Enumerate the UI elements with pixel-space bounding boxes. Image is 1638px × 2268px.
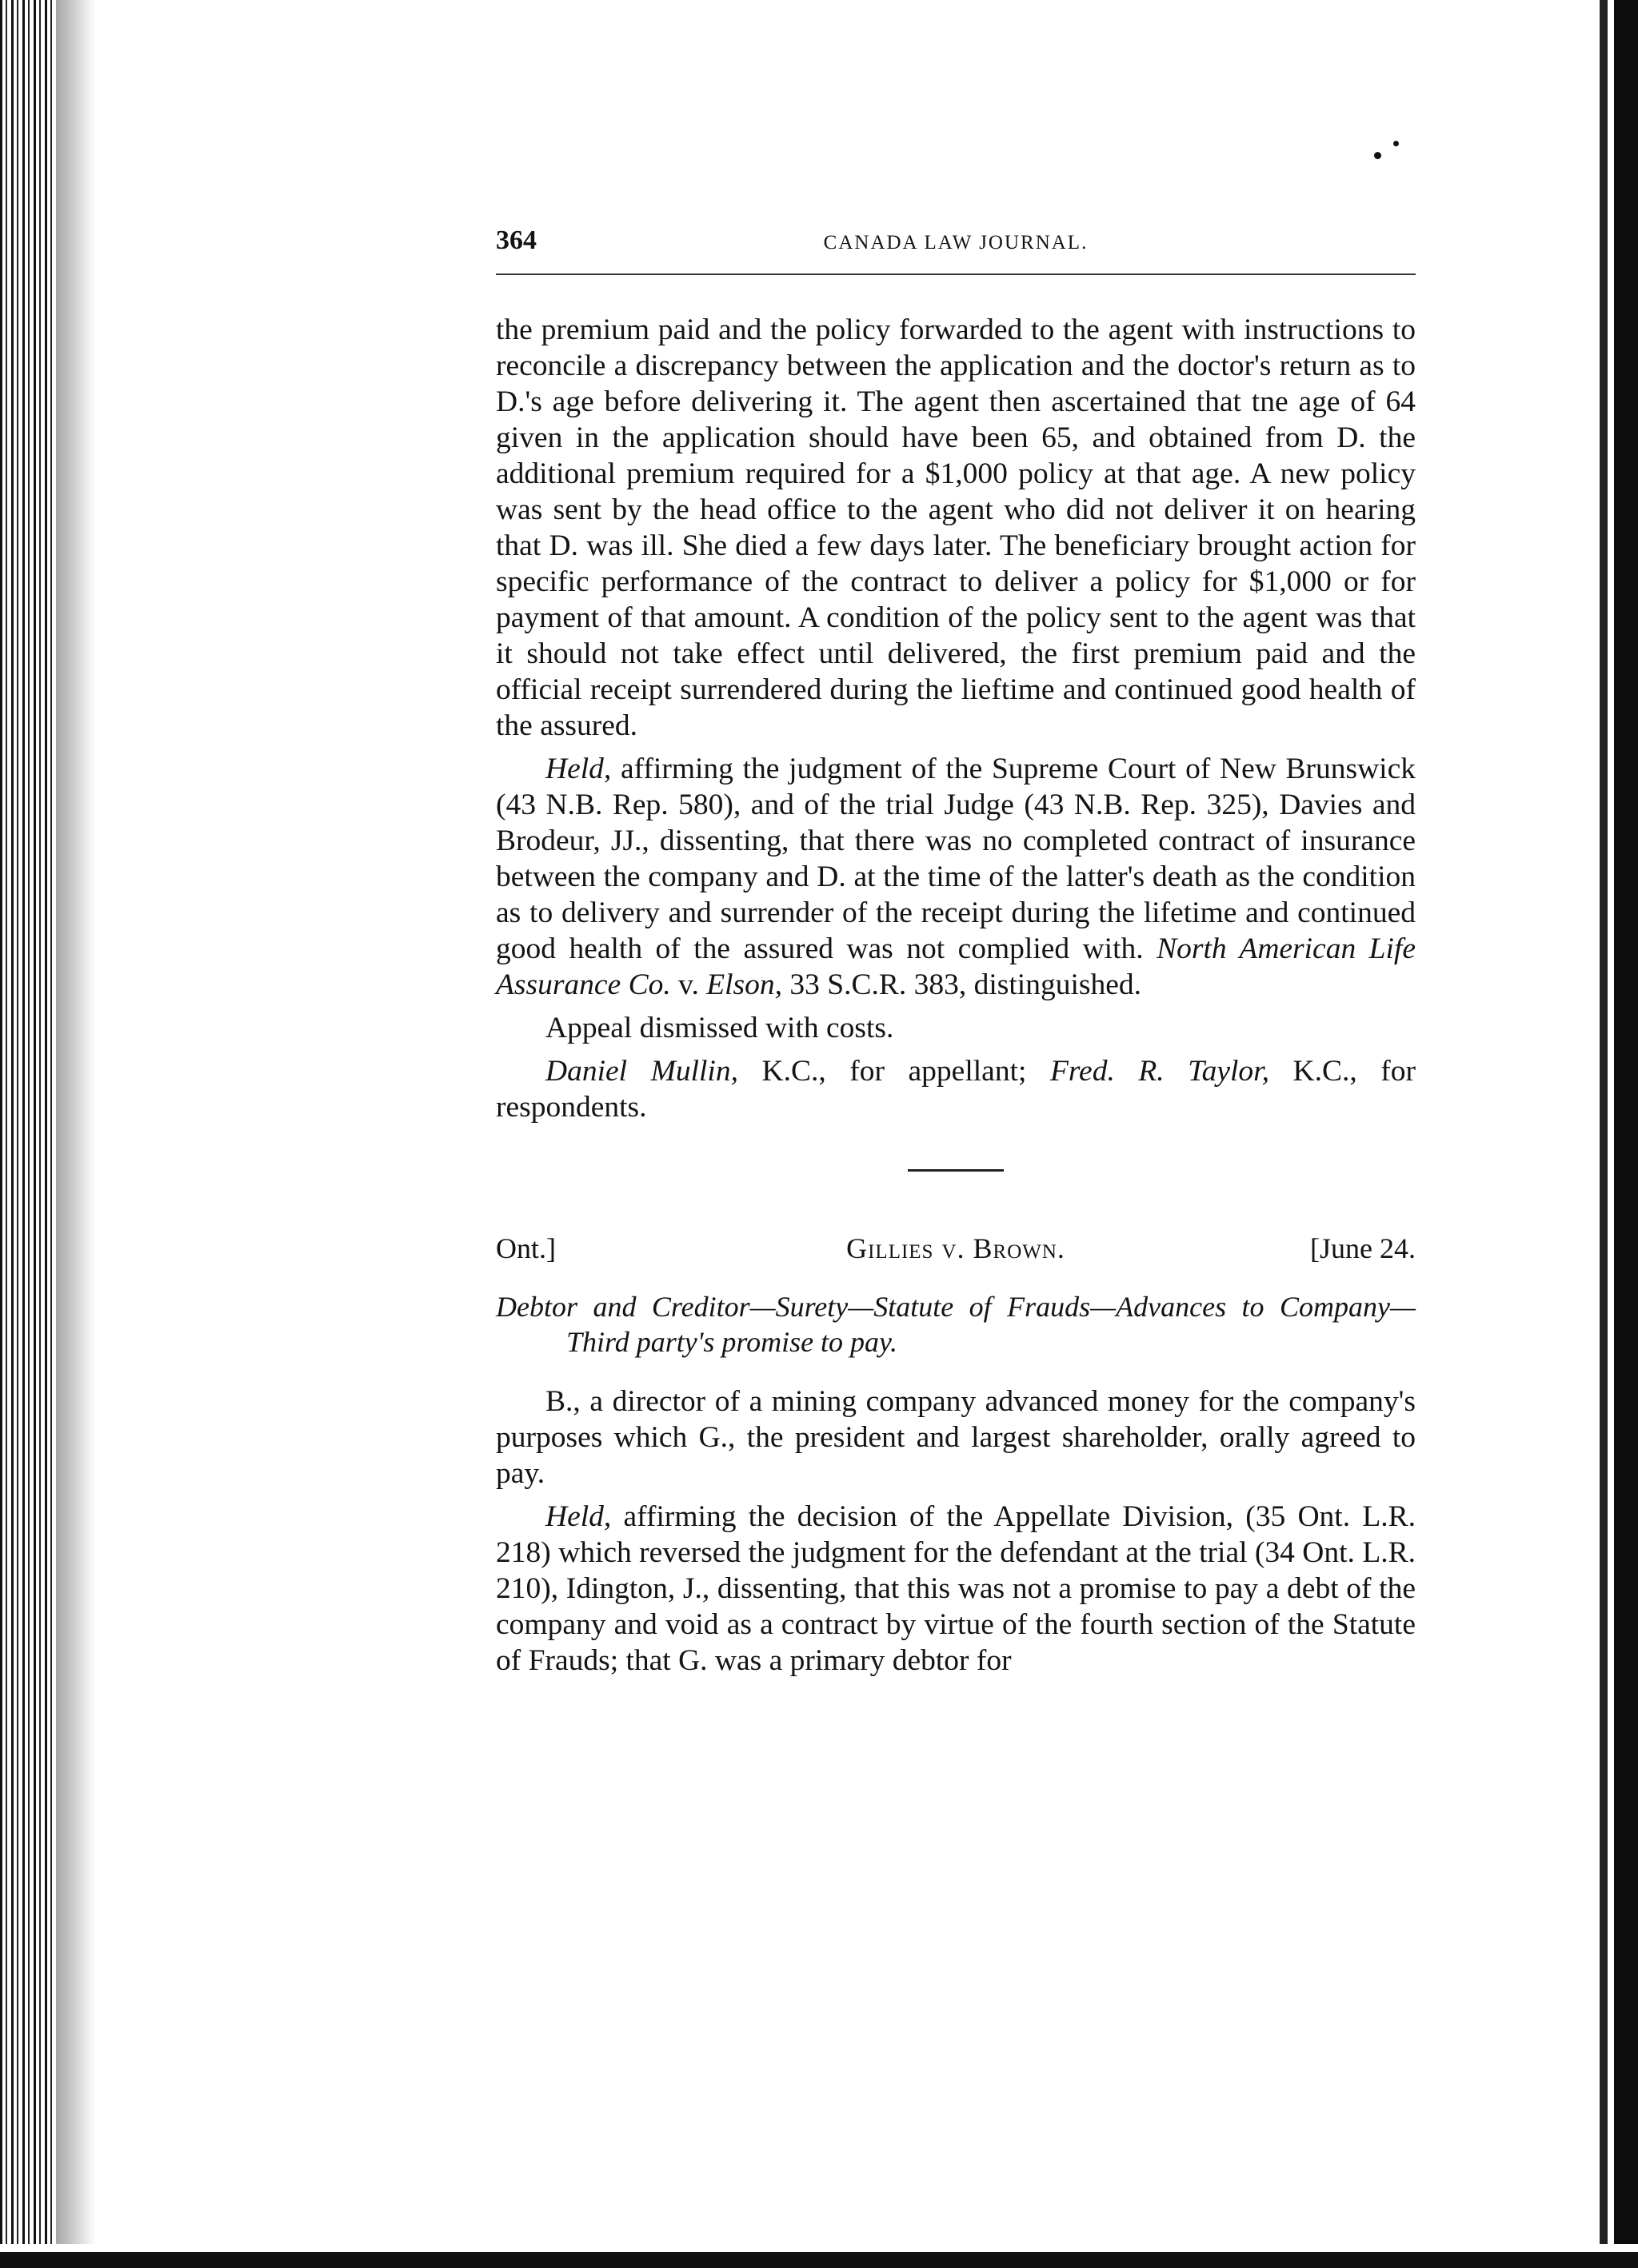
case2-held-text: affirming the decision of the Appellate Division, (35 Ont. L.R. 218) which reversed the judgment for the defendant at the trial (34 Ont. L.R. 210), Idington, J., dissenting, that this was not a promise to pay a debt of the company and void as a contract by virtue of the fourth section of the Statute of Frauds; that G. was a primary debtor for [496,1500,1416,1677]
case2-held-label: Held, [545,1500,612,1533]
case-report-2 [496,1384,1416,1679]
journal-title: CANADA LAW JOURNAL. [823,232,1089,254]
case2-held-paragraph [496,1499,1416,1679]
case2-heading [496,1232,1416,1272]
case-report-1 [496,312,1416,1125]
counsel-respondent-role: K.C., for respondents. [496,1055,1416,1124]
counsel-appellant-role: K.C., for appellant; [737,1055,1050,1088]
scan-bottom-edge [0,2244,1638,2268]
case2-court: Ont.] [496,1232,556,1264]
running-head [496,216,1416,272]
case1-held-label: Held, [545,753,612,785]
case1-facts-paragraph: the premium paid and the policy forwarded to the agent with instructions to reconcile a discrepancy between the application and the doctor's return as to D.'s age before delivering it. The agent then ascertained that tne age of 64 given in the application should have been 65, and obtained from D. the additional premium required for a $1,000 policy at that age. A new policy was sent by the head office to the agent who did not deliver it on hearing that D. was ill. She died a few days later. The beneficiary brought action for specific performance of the contract to deliver a policy for $1,000 or for payment of that amount. A condition of the policy sent to the agent was that it should not take effect until delivered, the first premium paid and the official receipt surrendered during the lieftime and continued good health of the assured. [496,313,1416,742]
case1-disposition: Appeal dismissed with costs. [545,1012,894,1044]
header-rule [496,274,1416,275]
case2-name: Gillies v. Brown. [846,1232,1065,1264]
case1-cited-case: North American Life Assurance Co. [496,932,1416,1001]
scan-left-shadow [56,0,96,2268]
case2-facts-paragraph: B., a director of a mining company advanced money for the company's purposes which G., the president and largest shareholder, orally agreed to pay. [496,1385,1416,1490]
counsel-appellant-name: Daniel Mullin, [545,1055,738,1088]
scan-speck [1374,152,1381,159]
scan-right-edge-inner [1600,0,1608,2268]
case2-headnote: Debtor and Creditor—Surety—Statute of Frauds—Advances to Company—Third party's promise to pay. [496,1291,1416,1358]
case1-cited-party: Elson, [706,968,782,1001]
case1-citation-tail: 33 S.C.R. 383, distinguished. [782,968,1142,1001]
case1-held-text: affirming the judgment of the Supreme Court of New Brunswick (43 N.B. Rep. 580), and of the trial Judge (43 N.B. Rep. 325), Davies and Brodeur, JJ., dissenting, that there was no completed contract of insurance between the company and D. at the time of the latter's death as the condition as to delivery and surrender of the receipt during the lifetime and continued good health of the assured was not complied with. [496,753,1416,965]
scan-left-binding-edge [0,0,56,2268]
scan-speck [1393,141,1399,146]
scan-right-gap [1608,0,1614,2268]
page-number: 364 [496,226,537,255]
case-separator-rule [908,1169,1004,1172]
scan-right-edge [1614,0,1638,2268]
journal-page [496,216,1416,1686]
counsel-respondent-name: Fred. R. Taylor, [1049,1055,1269,1088]
case1-counsel [496,1053,1416,1125]
case1-cited-v: v. [670,968,707,1001]
case2-date: [June 24. [1310,1232,1416,1264]
case1-held-paragraph [496,751,1416,1003]
